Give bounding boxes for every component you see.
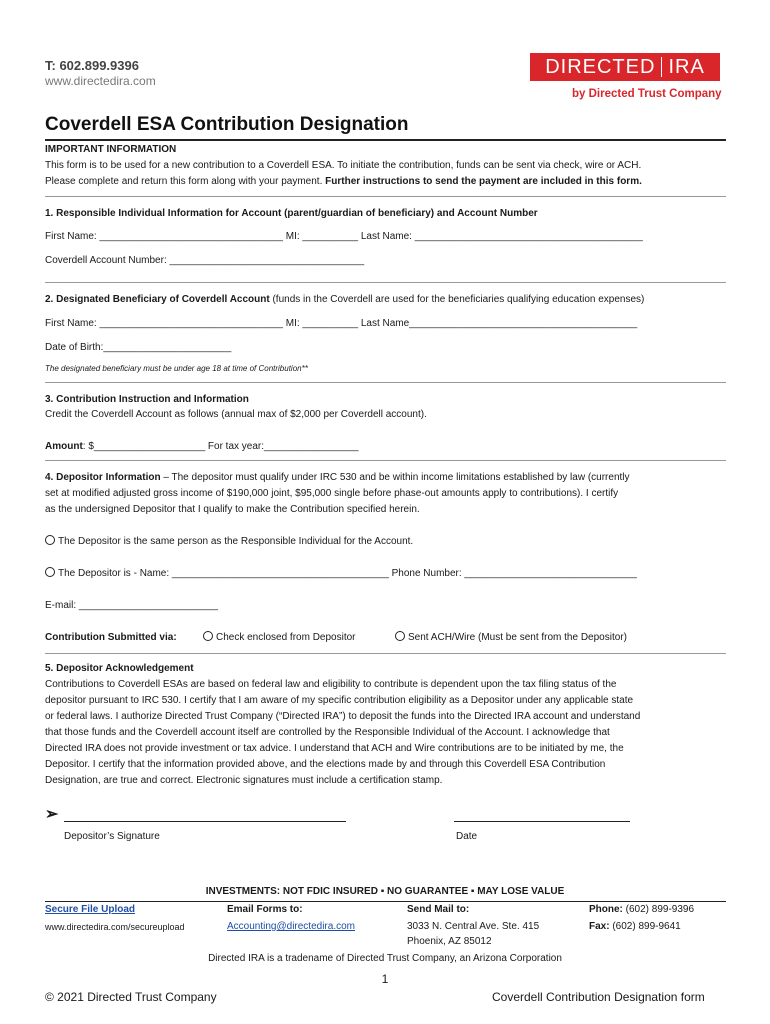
email-forms-heading: Email Forms to: [227,904,303,915]
signature-label: Depositor’s Signature [64,831,160,842]
section-3-heading: 3. Contribution Instruction and Information [45,394,249,405]
coverdell-account-number-field[interactable]: Coverdell Account Number: ___________________________________ [45,255,365,266]
header-phone: T: 602.899.9396 [45,58,139,73]
form-name: Coverdell Contribution Designation form [492,990,705,1004]
accounting-email-link[interactable]: Accounting@directedira.com [227,921,355,932]
radio-icon[interactable] [203,631,213,641]
section-divider [45,196,726,197]
mail-address-line-1: 3033 N. Central Ave. Ste. 415 [407,921,540,932]
section-4-line-2: set at modified adjusted gross income of $190,000 joint, $95,000 single before phase-out amounts apply to contributions). I certify [45,488,619,499]
copyright: © 2021 Directed Trust Company [45,990,217,1004]
depositor-other-option[interactable]: The Depositor is - Name: _______________________________________ Phone Number: _______________________________ [45,566,637,582]
acknowledgement-paragraph [45,677,726,789]
depositor-email-field[interactable]: E-mail: _________________________ [45,600,218,611]
title-divider [45,139,726,141]
radio-icon[interactable] [45,535,55,545]
amount-and-tax-year-fields[interactable]: Amount: $____________________ For tax year:_________________ [45,441,359,452]
header-website: www.directedira.com [45,74,156,88]
fax-number: Fax: (602) 899-9641 [589,921,681,932]
important-line-1: This form is to be used for a new contribution to a Coverdell ESA. To initiate the contribution, funds can be sent via check, wire or ACH. [45,160,642,171]
mail-address-line-2: Phoenix, AZ 85012 [407,936,492,947]
section-divider [45,460,726,461]
section-divider [45,382,726,383]
page-title: Coverdell ESA Contribution Designation [45,114,409,135]
check-enclosed-option[interactable]: Check enclosed from Depositor [203,630,356,646]
sign-here-arrow-icon: ➢ [45,806,59,823]
beneficiary-name-fields[interactable]: First Name: _________________________________ MI: __________ Last Name_________________________________________ [45,318,638,329]
credit-instruction: Credit the Coverdell Account as follows (annual max of $2,000 per Coverdell account). [45,409,427,420]
logo-text-right: IRA [668,55,705,78]
ach-wire-option[interactable]: Sent ACH/Wire (Must be sent from the Depositor) [395,630,627,646]
important-line-2: Please complete and return this form along with your payment. Further instructions to send the payment are included in this form. [45,176,642,187]
mail-heading: Send Mail to: [407,904,470,915]
phone-number: Phone: (602) 899-9396 [589,904,695,915]
section-5-heading: 5. Depositor Acknowledgement [45,663,194,674]
logo-subtitle: by Directed Trust Company [572,88,722,100]
important-heading: IMPORTANT INFORMATION [45,144,177,155]
ack-line: Depositor. I certify that the information provided above, and the elections made by and through this Coverdell ESA Contribution [45,759,606,770]
submitted-via-label: Contribution Submitted via: [45,632,177,643]
depositor-same-option[interactable]: The Depositor is the same person as the Responsible Individual for the Account. [45,534,413,550]
responsible-name-fields[interactable]: First Name: _________________________________ MI: __________ Last Name: _________________________________________ [45,231,643,242]
directed-ira-logo [530,53,720,81]
section-divider [45,653,726,654]
ack-line: Designation, are true and correct. Electronic signatures must include a certification stamp. [45,775,443,786]
investment-disclaimer: INVESTMENTS: NOT FDIC INSURED ▪ NO GUARANTEE ▪ MAY LOSE VALUE [205,886,565,897]
page-number: 1 [381,972,389,986]
date-line[interactable] [454,821,630,822]
date-label: Date [456,831,478,842]
section-2-heading: 2. Designated Beneficiary of Coverdell Account (funds in the Coverdell are used for the beneficiaries qualifying education expenses) [45,294,645,305]
ack-line: or federal laws. I authorize Directed Trust Company (“Directed IRA”) to deposit the funds into the Directed IRA account and understand [45,711,641,722]
signature-line[interactable] [64,821,346,822]
logo-text-left: DIRECTED [545,55,656,78]
ack-line: Contributions to Coverdell ESAs are based on federal law and eligibility to contribute is dependent upon the tax filing status of the [45,679,617,690]
radio-icon[interactable] [395,631,405,641]
beneficiary-dob-field[interactable]: Date of Birth:_______________________ [45,342,232,353]
ack-line: Directed IRA does not provide investment or tax advice. I understand that ACH and Wire contributions are to be initiated by me, the [45,743,624,754]
section-4-line-3: as the undersigned Depositor that I qualify to make the Contribution specified herein. [45,504,420,515]
ack-line: that those funds and the Coverdell account itself are controlled by the Responsible Individual of the Account. I acknowledge that [45,727,610,738]
section-1-heading: 1. Responsible Individual Information for Account (parent/guardian of beneficiary) and Account Number [45,208,538,219]
section-4-line-1: 4. Depositor Information – The depositor must qualify under IRC 530 and be within income limitations established by law (currently [45,472,630,483]
radio-icon[interactable] [45,567,55,577]
beneficiary-age-note: The designated beneficiary must be under age 18 at time of Contribution** [45,364,308,373]
ack-line: depositor pursuant to IRC 530. I certify that I am aware of my specific contribution eligibility as a Depositor under any applicable state [45,695,634,706]
secure-upload-url: www.directedira.com/secureupload [45,922,185,932]
section-divider [45,282,726,283]
trademark-notice: Directed IRA is a tradename of Directed Trust Company, an Arizona Corporation [208,953,562,964]
secure-file-upload-link[interactable]: Secure File Upload [45,904,136,915]
